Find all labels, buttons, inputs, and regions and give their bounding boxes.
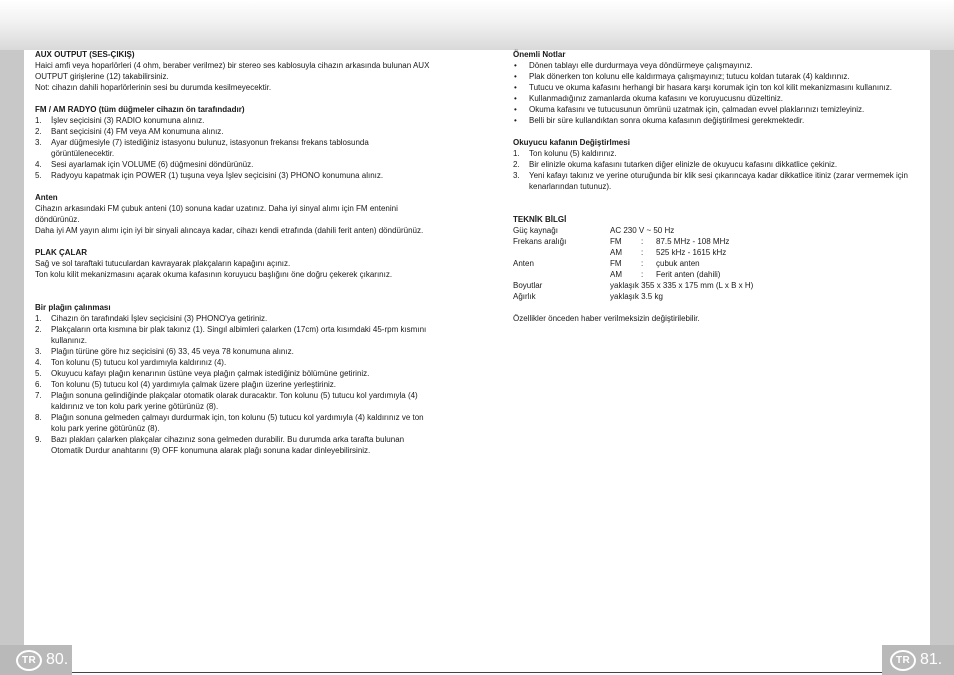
list-item: 1. Cihazın ön tarafındaki İşlev seçicisini (3) PHONO'ya getiriniz. (35, 314, 268, 323)
list-item: • Dönen tablayı elle durdurmaya veya döndürmeye çalışmayınız. (514, 61, 753, 70)
bottom-rule (72, 672, 882, 673)
top-gradient-band (0, 0, 954, 50)
right-page-footer (882, 645, 954, 675)
radio-heading: FM / AM RADYO (tüm düğmeler cihazın ön tarafındadır) (35, 105, 245, 114)
list-item: 5. Okuyucu kafayı plağın kenarının üstüne veya plağın çalmak istediğiniz bölümüne getiriniz. (35, 369, 370, 378)
left-page-content (35, 49, 430, 456)
list-item: • Okuma kafasını ve tutucusunun ömrünü uzatmak için, çalmadan evvel plaklarınızı temizleyiniz. (514, 105, 865, 114)
table-row: AM : 525 kHz - 1615 kHz (610, 248, 727, 257)
left-margin-bar (0, 50, 24, 645)
table-row: Ağırlık yaklaşık 3.5 kg (513, 292, 663, 301)
right-page-content (513, 49, 913, 324)
language-badge: TR (16, 650, 42, 671)
list-item: • Kullanmadığınız zamanlarda okuma kafasını ve koruyucusnu düzeltiniz. (514, 94, 783, 103)
calinma-heading: Bir plağın çalınması (35, 303, 111, 312)
radio-steps (35, 115, 430, 181)
table-row: Anten FM : çubuk anten (513, 259, 700, 268)
list-item: 3. Yeni kafayı takınız ve yerine oturuğunda bir klik sesi çıkarıncaya kadar dikkatlice itiniz (zarar vermemek için kenarlarından tutunuz). (513, 171, 908, 191)
list-item: • Plak dönerken ton kolunu elle kaldırmaya çalışmayınız; tutucu koldan tutarak (4) kaldırınız. (514, 72, 850, 81)
list-item: 2. Plakçaların orta kısmına bir plak takınız (1). Singıl albimleri çalarken (17cm) orta kısımdaki 45-rpm kısmını kullanınız. (35, 325, 427, 345)
anten-paragraph: Cihazın arkasındaki FM çubuk anteni (10) sonuna kadar uzatınız. Daha iyi sinyal alımı için FM entenini döndürünüz. (35, 204, 398, 224)
teknik-heading: TEKNİK BİLGİ (513, 215, 567, 224)
anten-paragraph: Daha iyi AM yayın alımı için iyi bir sinyali alıncaya kadar, cihazı kendi etrafında (dahili ferit anten) döndürünüz. (35, 226, 424, 235)
list-item: 1. İşlev seçicisini (3) RADIO konumuna alınız. (35, 116, 205, 125)
plak-heading: PLAK ÇALAR (35, 248, 87, 257)
list-item: 5. Radyoyu kapatmak için POWER (1) tuşuna veya İşlev seçicisini (3) PHONO konumuna alınız. (35, 171, 384, 180)
list-item: 8. Plağın sonuna gelmeden çalmayı durdurmak için, ton kolunu (5) tutucu kol yardımıyla (4) kaldırınız ve ton kolu park yerine götürünüz (8). (35, 413, 424, 433)
right-margin-bar (930, 50, 954, 645)
list-item: 3. Ayar düğmesiyle (7) istediğiniz istasyonu bulunuz, istasyonun frekansı frekans tablosunda görüntülenecektir. (35, 138, 369, 158)
aux-body: Haici amfi veya hoparlörleri (4 ohm, beraber verilmez) bir stereo ses kablosuyla cihazın arkasında bulunan AUX OUTPUT girişlerine (12) takabilirsiniz. (35, 61, 430, 81)
aux-heading: AUX OUTPUT (SES-ÇIKIŞ) (35, 50, 135, 59)
degistirme-steps (513, 148, 913, 192)
page-number: 81. (920, 651, 943, 668)
table-row: Güç kaynağı AC 230 V ~ 50 Hz (513, 226, 675, 235)
anten-heading: Anten (35, 193, 58, 202)
left-page-footer (0, 645, 72, 675)
spec-table (513, 225, 753, 302)
list-item: 6. Ton kolunu (5) tutucu kol (4) yardımıyla çalmak üzere plağın üzerine yerleştiriniz. (35, 380, 337, 389)
plak-paragraph: Sağ ve sol taraftaki tutuculardan kavrayarak plakçaların kapağını açınız. (35, 259, 291, 268)
notlar-heading: Önemli Notlar (513, 50, 566, 59)
calinma-steps (35, 313, 430, 456)
aux-note: Not: cihazın dahili hoparlörlerinin sesi bu durumda kesilmeyecektir. (35, 83, 272, 92)
table-row: AM : Ferit anten (dahili) (610, 270, 721, 279)
list-item: 7. Plağın sonuna gelindiğinde plakçalar otomatik olarak duracaktır. Ton kolunu (5) tutucu kol yardımıyla (4) kaldırınız ve ton kolu park yerine götürünüz (8). (35, 391, 418, 411)
table-row: Boyutlar yaklaşık 355 x 335 x 175 mm (L x B x H) (513, 281, 754, 290)
spec-footer-note: Özellikler önceden haber verilmeksizin değiştirilebilir. (513, 314, 700, 323)
plak-paragraph: Ton kolu kilit mekanizmasını açarak okuma kafasının koruyucu başlığını öne doğru çekerek çıkarınız. (35, 270, 393, 279)
table-row: Frekans aralığı FM : 87.5 MHz - 108 MHz (513, 237, 730, 246)
list-item: • Tutucu ve okuma kafasını herhangi bir hasara karşı korumak için ton kol kilit mekanizmasını kullanınız. (514, 83, 892, 92)
list-item: 9. Bazı plakları çalarken plakçalar cihazınız sona gelmeden durabilir. Bu durumda arka tarafta bulunan Otomatik Durdur anahtarını (9) OFF konumuna alarak plağı sonuna kadar dinleyebilirsiniz. (35, 435, 405, 455)
list-item: 1. Ton kolunu (5) kaldırınız. (513, 149, 617, 158)
list-item: 4. Sesi ayarlamak için VOLUME (6) düğmesini döndürünüz. (35, 160, 254, 169)
language-badge: TR (890, 650, 916, 671)
list-item: 4. Ton kolunu (5) tutucu kol yardımıyla kaldırınız (4). (35, 358, 227, 367)
list-item: 2. Bir elinizle okuma kafasını tutarken diğer elinizle de okuyucu kafasını dikkatlice çekiniz. (513, 160, 838, 169)
notlar-list (513, 60, 913, 126)
list-item: • Belli bir süre kullandıktan sonra okuma kafasının değiştirilmesi gerekmektedir. (514, 116, 805, 125)
list-item: 2. Bant seçicisini (4) FM veya AM konumuna alınız. (35, 127, 224, 136)
page-number: 80. (46, 651, 69, 668)
list-item: 3. Plağın türüne göre hız seçicisini (6) 33, 45 veya 78 konumuna alınız. (35, 347, 294, 356)
degistirme-heading: Okuyucu kafanın Değiştirlmesi (513, 138, 630, 147)
